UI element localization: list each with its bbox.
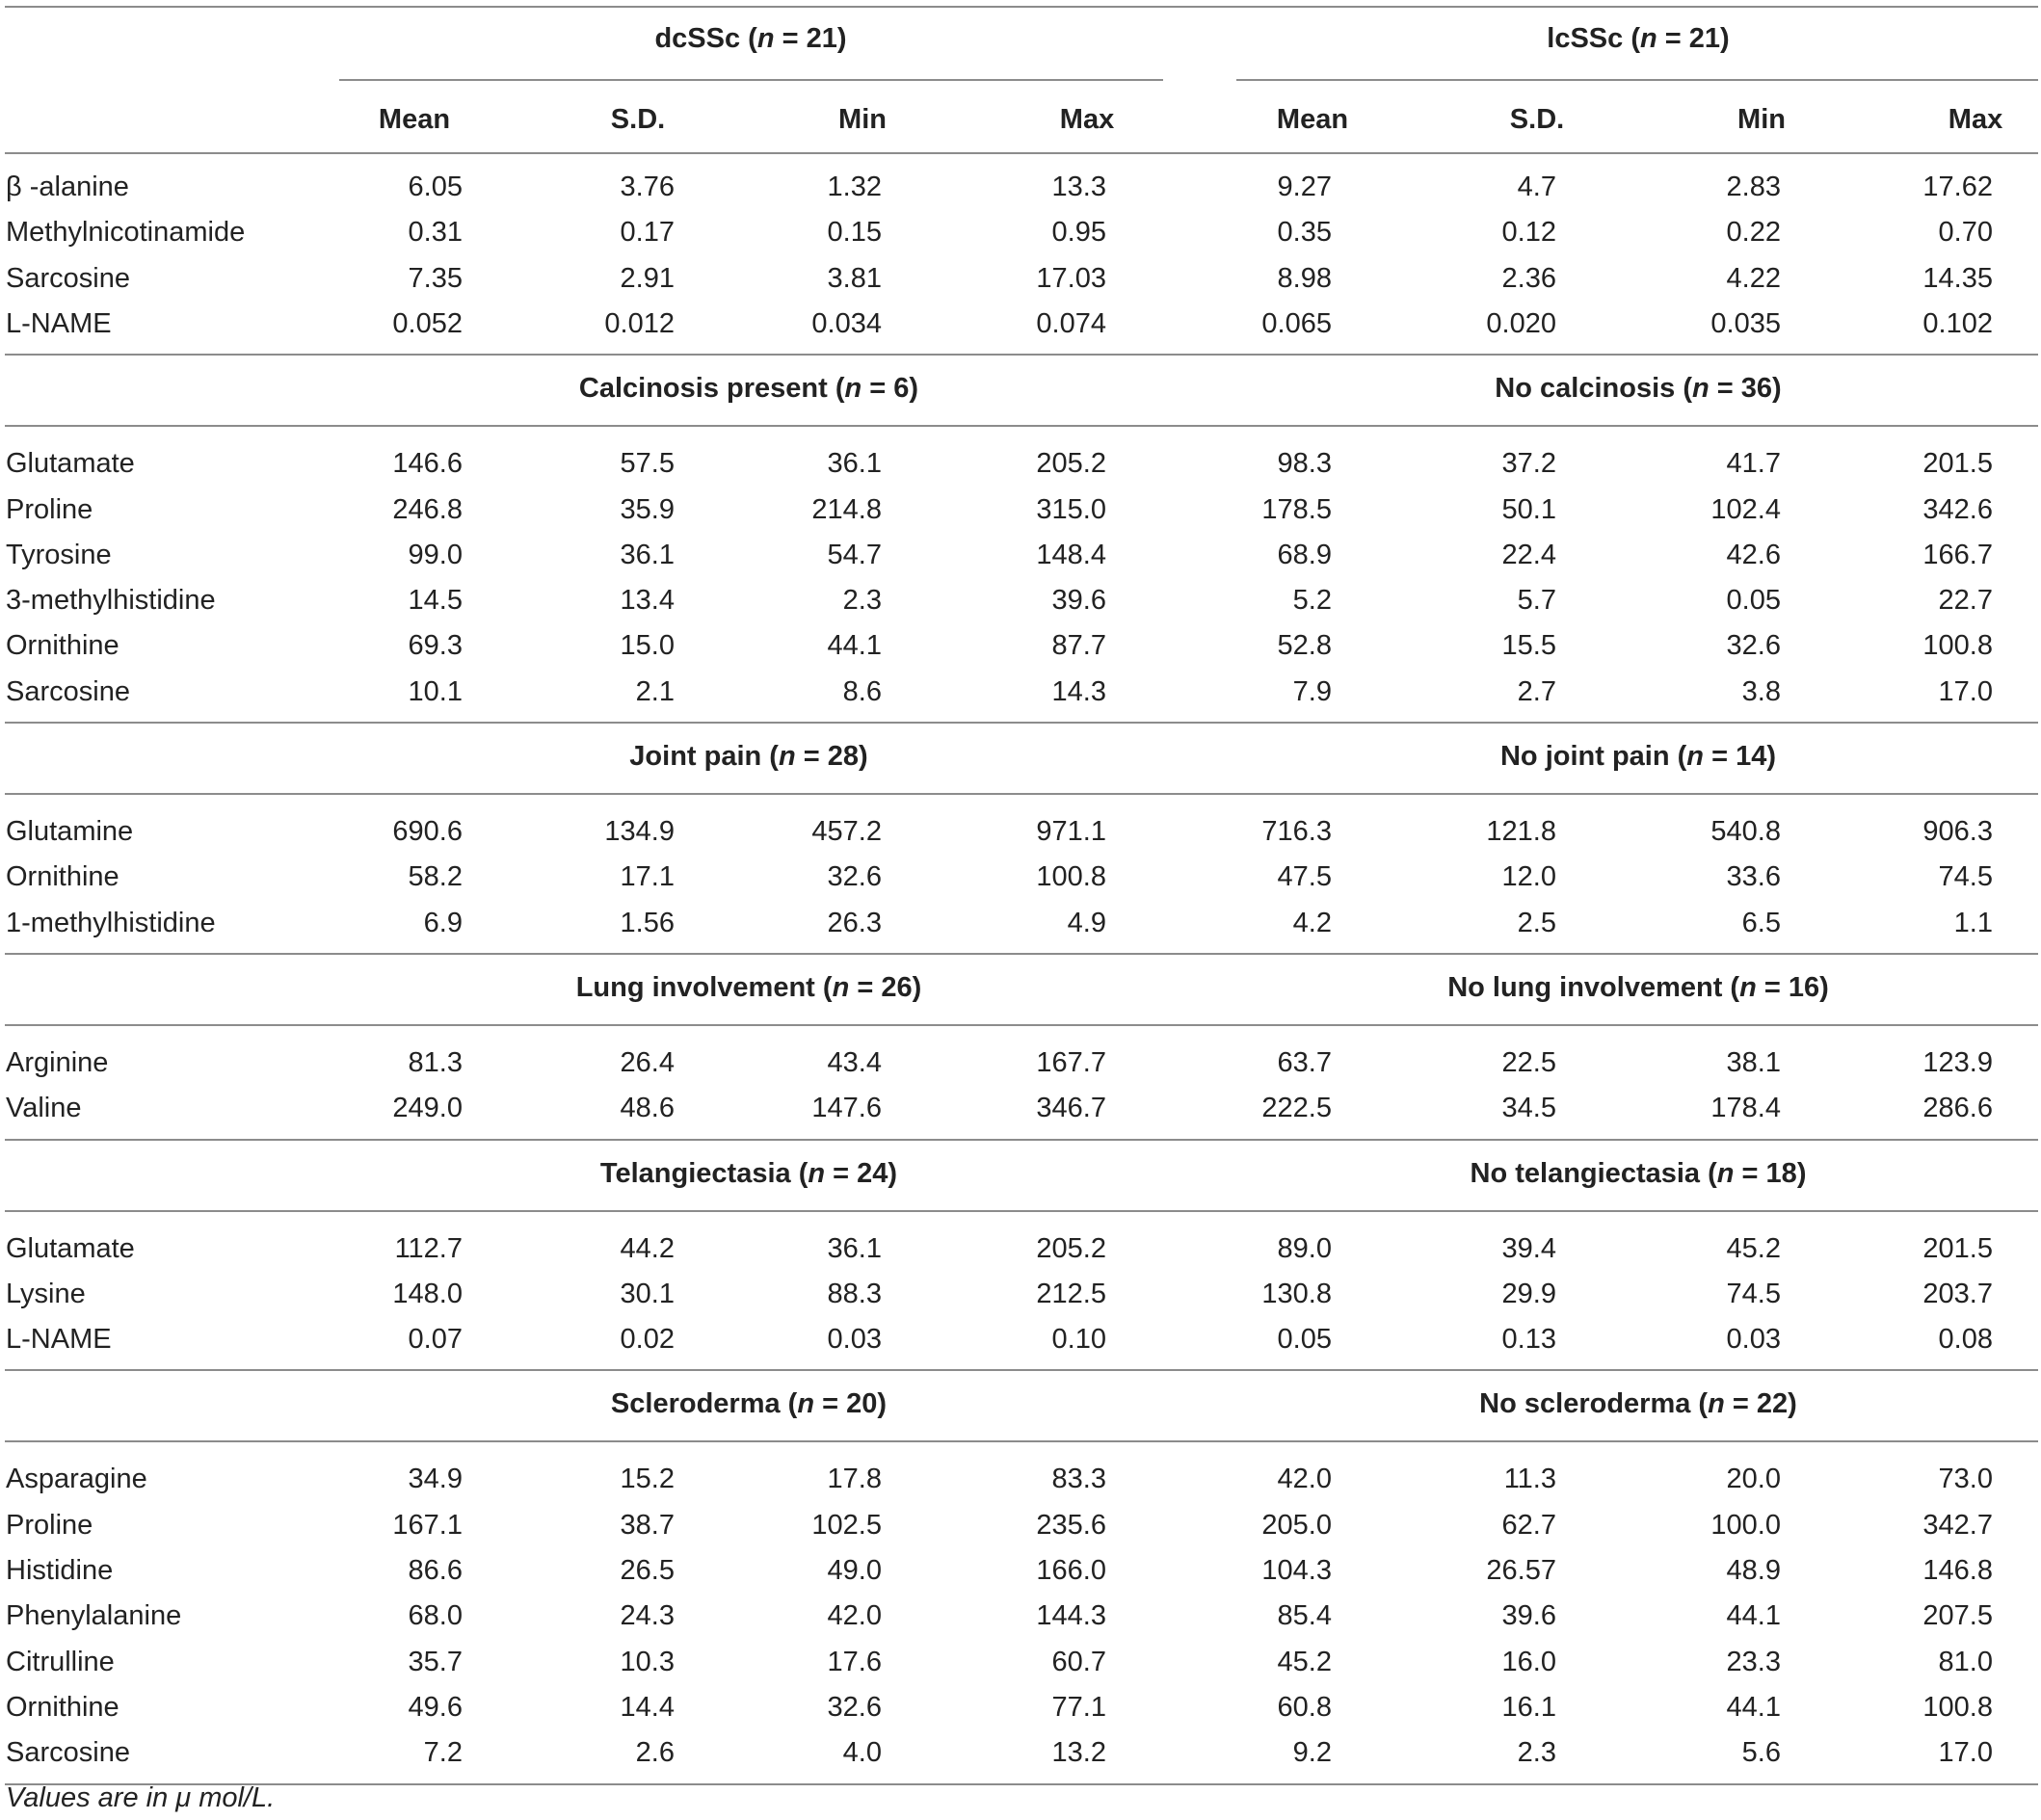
table-cell: 0.012	[604, 307, 675, 339]
header-bottom-rule	[5, 152, 2038, 154]
table-cell: 2.36	[1501, 262, 1556, 294]
table-cell: 2.5	[1517, 907, 1556, 938]
table-cell: 0.31	[408, 217, 463, 249]
table-cell: 9.27	[1277, 171, 1332, 202]
row-label: Glutamine	[6, 816, 134, 847]
table-cell: 7.35	[408, 262, 463, 294]
table-cell: 45.2	[1277, 1646, 1332, 1677]
section-right-header: No joint pain (n = 14)	[1499, 741, 1777, 772]
table-cell: 286.6	[1922, 1093, 1993, 1124]
table-cell: 2.6	[635, 1737, 675, 1769]
table-cell: 3.81	[827, 262, 882, 294]
table-cell: 0.03	[827, 1324, 882, 1356]
table-cell: 222.5	[1261, 1093, 1332, 1124]
row-label: Methylnicotinamide	[6, 217, 246, 249]
table-cell: 32.6	[827, 861, 882, 893]
group-n: 14	[1736, 741, 1767, 772]
table-cell: 10.1	[408, 675, 463, 707]
table-cell: 74.5	[1938, 861, 1993, 893]
table-cell: 15.5	[1501, 630, 1556, 662]
lcssc-group-header: lcSSc (n = 21)	[1547, 23, 1730, 54]
table-cell: 2.1	[635, 675, 675, 707]
table-cell: 100.8	[1922, 630, 1993, 662]
table-cell: 123.9	[1922, 1046, 1993, 1078]
table-cell: 99.0	[408, 539, 463, 570]
group-n: 21	[806, 23, 837, 54]
table-cell: 68.9	[1277, 539, 1332, 570]
table-cell: 86.6	[408, 1555, 463, 1586]
table-cell: 5.6	[1741, 1737, 1781, 1769]
table-cell: 22.5	[1501, 1046, 1556, 1078]
table-cell: 38.1	[1726, 1046, 1781, 1078]
table-cell: 87.7	[1051, 630, 1106, 662]
section-left-header: Joint pain (n = 28)	[629, 741, 868, 772]
table-cell: 26.5	[620, 1555, 675, 1586]
table-cell: 342.7	[1922, 1509, 1993, 1541]
table-cell: 212.5	[1036, 1278, 1106, 1309]
group-n: 36	[1740, 373, 1773, 405]
table-cell: 48.6	[620, 1093, 675, 1124]
table-cell: 205.0	[1261, 1509, 1332, 1541]
table-cell: 0.13	[1501, 1324, 1556, 1356]
group-title: No lung involvement	[1447, 971, 1723, 1003]
table-cell: 100.8	[1922, 1691, 1993, 1723]
column-header: Max	[1948, 104, 2003, 135]
table-cell: 37.2	[1501, 448, 1556, 480]
table-cell: 60.7	[1051, 1646, 1106, 1677]
row-label: L-NAME	[6, 1324, 112, 1356]
table-cell: 41.7	[1726, 448, 1781, 480]
section-header-rule	[5, 793, 2038, 795]
table-cell: 26.57	[1486, 1555, 1556, 1586]
table-cell: 0.05	[1726, 585, 1781, 617]
column-header: Mean	[1276, 104, 1349, 135]
table-cell: 716.3	[1261, 816, 1332, 847]
table-cell: 10.3	[620, 1646, 675, 1677]
table-cell: 5.7	[1517, 585, 1556, 617]
row-label: Histidine	[6, 1555, 114, 1586]
row-label: Lysine	[6, 1278, 86, 1309]
table-cell: 0.10	[1051, 1324, 1106, 1356]
group-title: Scleroderma	[610, 1388, 781, 1420]
group-n: 22	[1756, 1388, 1789, 1420]
table-cell: 246.8	[392, 493, 463, 525]
table-cell: 57.5	[620, 448, 675, 480]
column-header: Mean	[378, 104, 451, 135]
table-cell: 35.9	[620, 493, 675, 525]
table-cell: 0.35	[1277, 217, 1332, 249]
table-cell: 0.95	[1051, 217, 1106, 249]
table-cell: 3.76	[620, 171, 675, 202]
section-left-header: Calcinosis present (n = 6)	[578, 373, 919, 405]
table-cell: 6.05	[408, 171, 463, 202]
table-cell: 8.6	[842, 675, 882, 707]
table-cell: 22.4	[1501, 539, 1556, 570]
table-cell: 4.7	[1517, 171, 1556, 202]
table-cell: 47.5	[1277, 861, 1332, 893]
table-cell: 1.1	[1953, 907, 1993, 938]
table-cell: 32.6	[1726, 630, 1781, 662]
table-cell: 2.3	[1517, 1737, 1556, 1769]
table-cell: 39.6	[1051, 585, 1106, 617]
table-cell: 4.0	[842, 1737, 882, 1769]
group-title: No telangiectasia	[1470, 1157, 1701, 1189]
table-cell: 52.8	[1277, 630, 1332, 662]
table-cell: 7.2	[423, 1737, 463, 1769]
table-cell: 144.3	[1036, 1600, 1106, 1632]
table-cell: 58.2	[408, 861, 463, 893]
row-label: Sarcosine	[6, 1737, 130, 1769]
table-cell: 34.5	[1501, 1093, 1556, 1124]
table-cell: 88.3	[827, 1278, 882, 1309]
section-bottom-rule	[5, 354, 2038, 356]
table-cell: 130.8	[1261, 1278, 1332, 1309]
table-cell: 16.1	[1501, 1691, 1556, 1723]
row-label: Citrulline	[6, 1646, 115, 1677]
table-cell: 35.7	[408, 1646, 463, 1677]
table-cell: 98.3	[1277, 448, 1332, 480]
table-cell: 146.8	[1922, 1555, 1993, 1586]
table-cell: 4.22	[1726, 262, 1781, 294]
table-cell: 0.12	[1501, 217, 1556, 249]
row-label: Arginine	[6, 1046, 109, 1078]
table-cell: 167.1	[392, 1509, 463, 1541]
group-n: 24	[857, 1157, 888, 1189]
table-cell: 540.8	[1710, 816, 1781, 847]
group-n: 18	[1765, 1157, 1797, 1189]
table-cell: 2.3	[842, 585, 882, 617]
table-cell: 201.5	[1922, 1232, 1993, 1264]
section-right-header: No scleroderma (n = 22)	[1479, 1388, 1797, 1420]
group-title: No joint pain	[1499, 741, 1670, 772]
table-cell: 38.7	[620, 1509, 675, 1541]
table-cell: 34.9	[408, 1464, 463, 1495]
table-cell: 49.0	[827, 1555, 882, 1586]
table-cell: 2.91	[620, 262, 675, 294]
table-cell: 17.1	[620, 861, 675, 893]
table-cell: 2.83	[1726, 171, 1781, 202]
table-cell: 48.9	[1726, 1555, 1781, 1586]
table-cell: 121.8	[1486, 816, 1556, 847]
section-right-header: No lung involvement (n = 16)	[1447, 971, 1829, 1003]
table-cell: 8.98	[1277, 262, 1332, 294]
table-cell: 36.1	[827, 1232, 882, 1264]
table-cell: 17.0	[1938, 1737, 1993, 1769]
table-cell: 22.7	[1938, 585, 1993, 617]
table-cell: 44.1	[1726, 1691, 1781, 1723]
table-top-rule	[5, 6, 2038, 8]
table-cell: 2.7	[1517, 675, 1556, 707]
table-cell: 24.3	[620, 1600, 675, 1632]
table-cell: 44.2	[620, 1232, 675, 1264]
table-cell: 14.4	[620, 1691, 675, 1723]
table-cell: 54.7	[827, 539, 882, 570]
group-n: 16	[1788, 971, 1820, 1003]
row-label: Tyrosine	[6, 539, 112, 570]
table-cell: 0.102	[1922, 307, 1993, 339]
table-cell: 147.6	[811, 1093, 882, 1124]
group-n: 21	[1688, 23, 1721, 54]
table-cell: 167.7	[1036, 1046, 1106, 1078]
group-title: Lung involvement	[575, 971, 815, 1003]
table-cell: 3.8	[1741, 675, 1781, 707]
column-header: Min	[1737, 104, 1786, 135]
table-cell: 62.7	[1501, 1509, 1556, 1541]
section-header-rule	[5, 425, 2038, 427]
table-cell: 6.5	[1741, 907, 1781, 938]
table-cell: 49.6	[408, 1691, 463, 1723]
row-label: Proline	[6, 1509, 93, 1541]
table-cell: 690.6	[392, 816, 463, 847]
row-label: Ornithine	[6, 1691, 119, 1723]
table-cell: 100.0	[1710, 1509, 1781, 1541]
row-label: Asparagine	[6, 1464, 147, 1495]
table-cell: 0.05	[1277, 1324, 1332, 1356]
table-cell: 42.6	[1726, 539, 1781, 570]
table-cell: 971.1	[1036, 816, 1106, 847]
table-cell: 77.1	[1051, 1691, 1106, 1723]
table-cell: 457.2	[811, 816, 882, 847]
table-cell: 26.4	[620, 1046, 675, 1078]
table-cell: 1.56	[620, 907, 675, 938]
table-cell: 0.22	[1726, 217, 1781, 249]
table-cell: 17.62	[1922, 171, 1993, 202]
row-label: Ornithine	[6, 630, 119, 662]
row-label: Phenylalanine	[6, 1600, 182, 1632]
table-cell: 13.4	[620, 585, 675, 617]
row-label: Sarcosine	[6, 262, 130, 294]
table-cell: 13.2	[1051, 1737, 1106, 1769]
table-cell: 50.1	[1501, 493, 1556, 525]
table-cell: 203.7	[1922, 1278, 1993, 1309]
table-cell: 0.07	[408, 1324, 463, 1356]
table-cell: 33.6	[1726, 861, 1781, 893]
table-cell: 73.0	[1938, 1464, 1993, 1495]
table-cell: 83.3	[1051, 1464, 1106, 1495]
table-cell: 60.8	[1277, 1691, 1332, 1723]
section-bottom-rule	[5, 1369, 2038, 1371]
group-title: Calcinosis present	[578, 373, 828, 405]
table-cell: 166.0	[1036, 1555, 1106, 1586]
group-n: 28	[827, 741, 860, 772]
column-header: Min	[838, 104, 887, 135]
table-cell: 100.8	[1036, 861, 1106, 893]
table-cell: 74.5	[1726, 1278, 1781, 1309]
table-cell: 104.3	[1261, 1555, 1332, 1586]
table-cell: 148.0	[392, 1278, 463, 1309]
table-cell: 69.3	[408, 630, 463, 662]
table-cell: 13.3	[1051, 171, 1106, 202]
table-cell: 26.3	[827, 907, 882, 938]
table-cell: 0.08	[1938, 1324, 1993, 1356]
column-header: S.D.	[1509, 104, 1565, 135]
table-cell: 9.2	[1292, 1737, 1332, 1769]
section-bottom-rule	[5, 1783, 2038, 1785]
table-cell: 906.3	[1922, 816, 1993, 847]
table-cell: 0.035	[1710, 307, 1781, 339]
table-cell: 44.1	[827, 630, 882, 662]
table-cell: 30.1	[620, 1278, 675, 1309]
table-cell: 0.052	[392, 307, 463, 339]
table-cell: 14.35	[1922, 262, 1993, 294]
table-cell: 4.2	[1292, 907, 1332, 938]
group-title: dcSSc	[654, 23, 741, 54]
dcssc-group-underline	[339, 79, 1163, 81]
row-label: Glutamate	[6, 1232, 135, 1264]
group-n: 20	[846, 1388, 878, 1420]
group-title: lcSSc	[1547, 23, 1624, 54]
table-cell: 166.7	[1922, 539, 1993, 570]
table-cell: 63.7	[1277, 1046, 1332, 1078]
column-header: S.D.	[610, 104, 666, 135]
section-header-rule	[5, 1024, 2038, 1026]
group-title: No scleroderma	[1479, 1388, 1691, 1420]
table-cell: 17.0	[1938, 675, 1993, 707]
row-label: Valine	[6, 1093, 82, 1124]
table-cell: 81.0	[1938, 1646, 1993, 1677]
group-title: Joint pain	[629, 741, 762, 772]
table-cell: 89.0	[1277, 1232, 1332, 1264]
row-label: β -alanine	[6, 171, 129, 202]
table-cell: 207.5	[1922, 1600, 1993, 1632]
table-cell: 178.4	[1710, 1093, 1781, 1124]
table-cell: 134.9	[604, 816, 675, 847]
table-cell: 0.020	[1486, 307, 1556, 339]
table-cell: 14.5	[408, 585, 463, 617]
row-label: 3-methylhistidine	[6, 585, 216, 617]
table-cell: 36.1	[827, 448, 882, 480]
group-title: Telangiectasia	[599, 1157, 791, 1189]
table-cell: 0.17	[620, 217, 675, 249]
table-cell: 36.1	[620, 539, 675, 570]
table-cell: 1.32	[827, 171, 882, 202]
table-cell: 42.0	[827, 1600, 882, 1632]
table-cell: 45.2	[1726, 1232, 1781, 1264]
row-label: 1-methylhistidine	[6, 907, 216, 938]
table-cell: 17.03	[1036, 262, 1106, 294]
table-cell: 81.3	[408, 1046, 463, 1078]
table-cell: 14.3	[1051, 675, 1106, 707]
table-cell: 0.074	[1036, 307, 1106, 339]
row-label: Glutamate	[6, 448, 135, 480]
table-cell: 68.0	[408, 1600, 463, 1632]
table-cell: 15.0	[620, 630, 675, 662]
section-left-header: Lung involvement (n = 26)	[575, 971, 922, 1003]
section-right-header: No calcinosis (n = 36)	[1495, 373, 1782, 405]
section-bottom-rule	[5, 722, 2038, 724]
table-cell: 12.0	[1501, 861, 1556, 893]
section-right-header: No telangiectasia (n = 18)	[1470, 1157, 1807, 1189]
table-cell: 39.6	[1501, 1600, 1556, 1632]
table-cell: 205.2	[1036, 1232, 1106, 1264]
group-n: 26	[881, 971, 913, 1003]
row-label: Sarcosine	[6, 675, 130, 707]
row-label: Proline	[6, 493, 93, 525]
table-cell: 315.0	[1036, 493, 1106, 525]
table-cell: 4.9	[1067, 907, 1106, 938]
table-cell: 39.4	[1501, 1232, 1556, 1264]
section-bottom-rule	[5, 1139, 2038, 1141]
table-cell: 205.2	[1036, 448, 1106, 480]
table-cell: 43.4	[827, 1046, 882, 1078]
table-cell: 102.4	[1710, 493, 1781, 525]
table-cell: 0.15	[827, 217, 882, 249]
table-cell: 44.1	[1726, 1600, 1781, 1632]
column-header: Max	[1059, 104, 1115, 135]
table-cell: 23.3	[1726, 1646, 1781, 1677]
table-cell: 235.6	[1036, 1509, 1106, 1541]
table-cell: 17.6	[827, 1646, 882, 1677]
row-label: L-NAME	[6, 307, 112, 339]
table-cell: 16.0	[1501, 1646, 1556, 1677]
table-cell: 0.065	[1261, 307, 1332, 339]
table-cell: 20.0	[1726, 1464, 1781, 1495]
table-footnote: Values are in μ mol/L.	[6, 1782, 276, 1813]
table-cell: 7.9	[1292, 675, 1332, 707]
table-cell: 32.6	[827, 1691, 882, 1723]
table-cell: 6.9	[423, 907, 463, 938]
table-cell: 29.9	[1501, 1278, 1556, 1309]
table-cell: 0.03	[1726, 1324, 1781, 1356]
table-cell: 148.4	[1036, 539, 1106, 570]
table-cell: 178.5	[1261, 493, 1332, 525]
table-cell: 17.8	[827, 1464, 882, 1495]
group-title: No calcinosis	[1495, 373, 1676, 405]
section-bottom-rule	[5, 953, 2038, 955]
table-cell: 249.0	[392, 1093, 463, 1124]
section-header-rule	[5, 1210, 2038, 1212]
table-cell: 102.5	[811, 1509, 882, 1541]
table-cell: 346.7	[1036, 1093, 1106, 1124]
table-cell: 5.2	[1292, 585, 1332, 617]
table-cell: 15.2	[620, 1464, 675, 1495]
section-left-header: Telangiectasia (n = 24)	[599, 1157, 898, 1189]
section-left-header: Scleroderma (n = 20)	[610, 1388, 888, 1420]
table-cell: 112.7	[394, 1232, 463, 1264]
row-label: Ornithine	[6, 861, 119, 893]
table-cell: 342.6	[1922, 493, 1993, 525]
dcssc-group-header: dcSSc (n = 21)	[654, 23, 847, 54]
table-cell: 42.0	[1277, 1464, 1332, 1495]
table-cell: 146.6	[392, 448, 463, 480]
table-cell: 201.5	[1922, 448, 1993, 480]
table-cell: 11.3	[1503, 1464, 1556, 1495]
table-cell: 0.02	[620, 1324, 675, 1356]
section-header-rule	[5, 1440, 2038, 1442]
table-cell: 214.8	[811, 493, 882, 525]
table-cell: 0.70	[1938, 217, 1993, 249]
lcssc-group-underline	[1236, 79, 2038, 81]
group-n: 6	[893, 373, 910, 405]
table-cell: 85.4	[1277, 1600, 1332, 1632]
table-cell: 0.034	[811, 307, 882, 339]
